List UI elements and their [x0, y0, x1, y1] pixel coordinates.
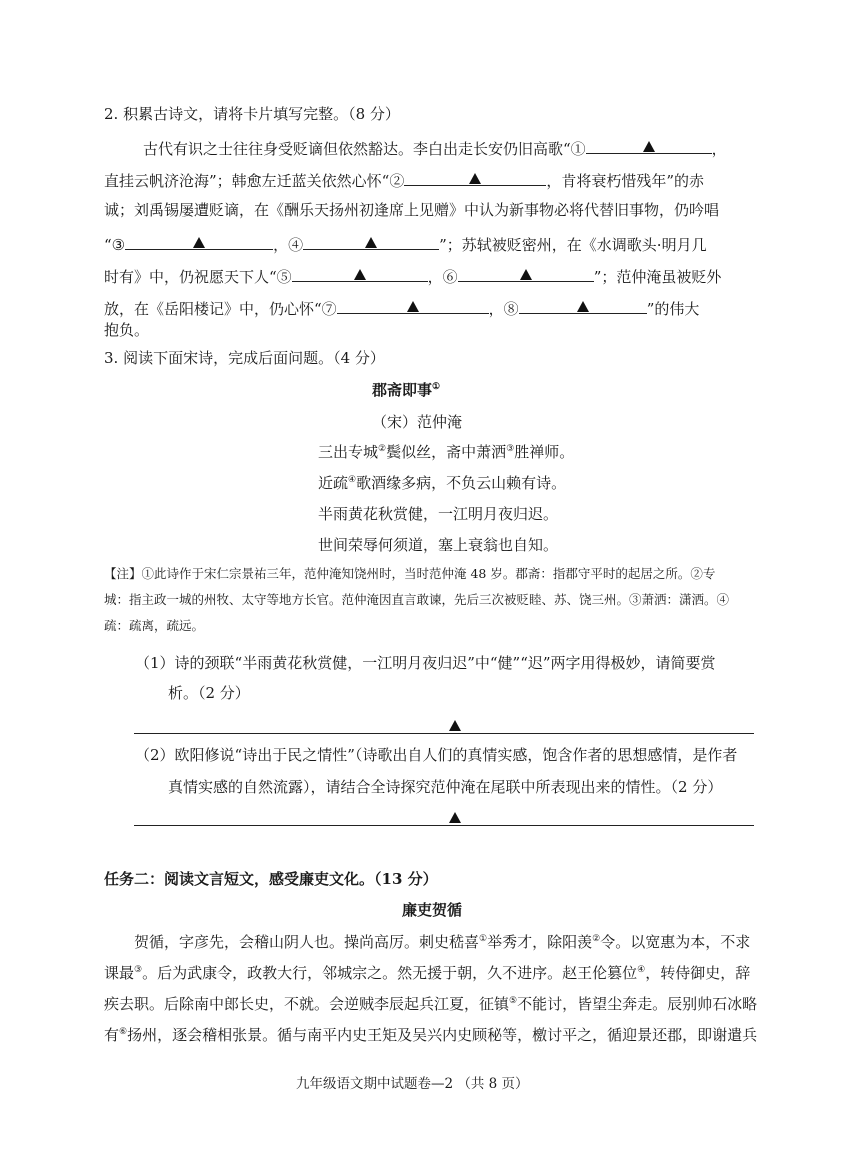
triangle-icon: [449, 720, 461, 731]
blank-8[interactable]: [519, 299, 647, 314]
passage-line-3: 疾去职。后除南中郎长史，不就。会逆贼李辰起兵江夏，征镇⑤不能讨，皆望尘奔走。辰别帅石冰略: [104, 995, 758, 1013]
blank-4[interactable]: [303, 235, 439, 250]
triangle-icon: [520, 269, 532, 280]
sub-question-1: （1）诗的颈联“半雨黄花秋赏健，一江明月夜归迟”中“健”“迟”两字用得极妙，请简要赏: [135, 654, 716, 672]
passage-title: 廉吏贺循: [402, 901, 463, 919]
answer-line-1[interactable]: [134, 733, 754, 734]
passage-line-2: 课最③。后为武康令，政教大行，邻城宗之。然无援于朝，久不进序。赵王伦篡位④，转侍御史，辞: [104, 964, 751, 982]
q2-heading: 2. 积累古诗文，请将卡片填写完整。（8 分）: [104, 105, 400, 123]
note-line-3: 疏：疏离，疏远。: [104, 618, 205, 633]
note-line-2: 城：指主政一城的州牧、太守等地方长官。范仲淹因直言敢谏，先后三次被贬睦、苏、饶三州。③萧洒：潇洒。④: [104, 592, 730, 607]
blank-3[interactable]: [125, 235, 273, 250]
q2-line-4: “③ ，④ ”；苏轼被贬密州，在《水调歌头·明月几: [104, 236, 707, 254]
q2-line-7: 抱负。: [104, 321, 150, 339]
triangle-icon: [449, 812, 461, 823]
task2-heading: 任务二：阅读文言短文，感受廉吏文化。（13 分）: [104, 870, 438, 888]
q2-line-2: 直挂云帆济沧海”；韩愈左迁蓝关依然心怀“② ，肯将衰朽惜残年”的赤: [104, 172, 705, 190]
passage-line-4: 有⑥扬州，逐会稽相张景。循与南平内史王矩及吴兴内史顾秘等，檄讨平之，循迎景还郡，即谢遣兵: [104, 1026, 758, 1044]
sub-question-2-cont: 真情实感的自然流露），请结合全诗探究范仲淹在尾联中所表现出来的情性。（2 分）: [168, 778, 723, 796]
triangle-icon: [577, 301, 589, 312]
poem-line-3: 半雨黄花秋赏健，一江明月夜归迟。: [318, 505, 559, 523]
poem-line-4: 世间荣辱何须道，塞上衰翁也自知。: [318, 536, 559, 554]
blank-1[interactable]: [586, 139, 712, 154]
triangle-icon: [354, 269, 366, 280]
blank-2[interactable]: [404, 171, 546, 186]
triangle-icon: [365, 237, 377, 248]
triangle-icon: [469, 173, 481, 184]
q2-line-3: 诚；刘禹锡屡遭贬谪，在《酬乐天扬州初逢席上见赠》中认为新事物必将代替旧事物，仍吟唱: [104, 201, 720, 219]
q2-line-5: 时有》中，仍祝愿天下人“⑤ ，⑥ ”；范仲淹虽被贬外: [104, 268, 722, 286]
note-line-1: 【注】①此诗作于宋仁宗景祐三年，范仲淹知饶州时，当时范仲淹 48 岁。郡斋：指郡守平时的起居之所。②专: [104, 566, 716, 581]
triangle-icon: [193, 237, 205, 248]
blank-7[interactable]: [337, 299, 489, 314]
poem-title: 郡斋即事①: [372, 381, 441, 399]
page-footer: 九年级语文期中试题卷—2 （共 8 页）: [296, 1076, 529, 1092]
blank-6[interactable]: [458, 267, 594, 282]
q2-line-1: 古代有识之士往往身受贬谪但依然豁达。李白出走长安仍旧高歌“① ，: [143, 140, 727, 158]
passage-line-1: 贺循，字彦先，会稽山阴人也。操尚高厉。刺史嵇喜①举秀才，除阳羡②令。以宽惠为本，不求: [134, 933, 751, 951]
poem-line-1: 三出专城②鬓似丝，斋中萧洒③胜禅师。: [318, 443, 575, 461]
blank-5[interactable]: [292, 267, 428, 282]
answer-line-2[interactable]: [134, 825, 754, 826]
q3-heading: 3. 阅读下面宋诗，完成后面问题。（4 分）: [104, 349, 385, 367]
sub-question-2: （2）欧阳修说“诗出于民之情性”（诗歌出自人们的真情实感，饱含作者的思想感情，是作者: [135, 746, 738, 764]
poem-author: （宋）范仲淹: [372, 413, 463, 431]
sub-question-1-cont: 析。（2 分）: [168, 684, 250, 702]
triangle-icon: [407, 301, 419, 312]
triangle-icon: [643, 141, 655, 152]
poem-line-2: 近疏④歌酒缘多病，不负云山赖有诗。: [318, 474, 567, 492]
q2-line-6: 放，在《岳阳楼记》中，仍心怀“⑦ ，⑧ ”的伟大: [104, 300, 700, 318]
